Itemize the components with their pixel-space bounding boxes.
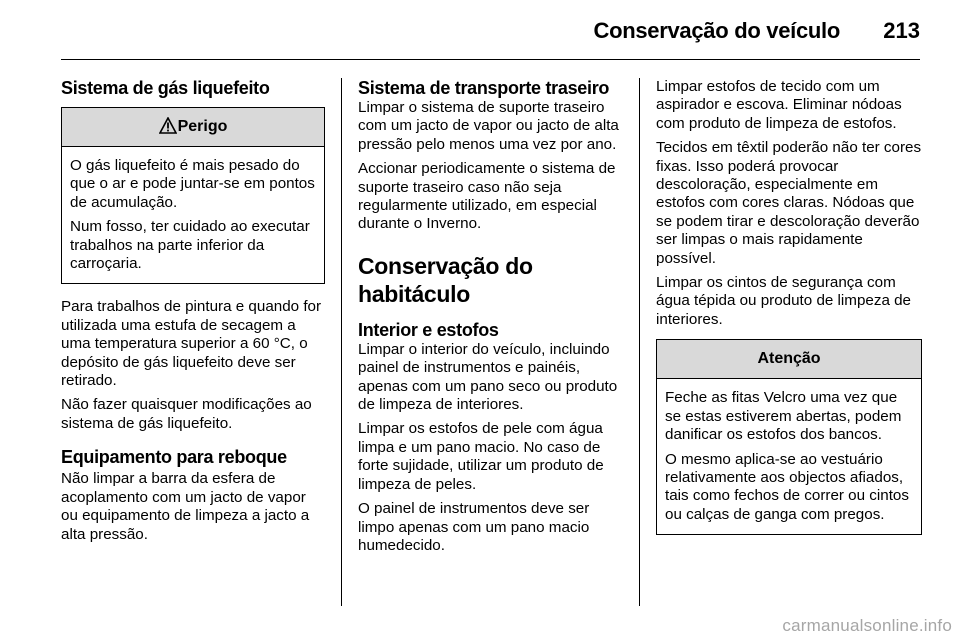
column-1 bbox=[61, 78, 325, 550]
paragraph-interior-3: O painel de instrumentos deve ser limpo apenas com um pano macio humedecido. bbox=[358, 500, 590, 554]
heading-towing-equipment: Equipamento para reboque bbox=[61, 447, 287, 468]
danger-text-2: Num fosso, ter cuidado ao executar trabalhos na parte inferior da carroçaria. bbox=[70, 218, 310, 273]
heading-lpg-system: Sistema de gás liquefeito bbox=[61, 78, 270, 98]
heading-rear-carrier: Sistema de transporte traseiro bbox=[358, 78, 610, 98]
header-rule bbox=[61, 59, 920, 60]
attention-callout-body bbox=[657, 379, 921, 534]
paragraph-seat-belts: Limpar os cintos de segurança com água tépida ou produto de limpeza de interiores. bbox=[656, 274, 912, 328]
paragraph-carrier-operate: Accionar periodicamente o sistema de suporte traseiro caso não seja regularmente utilizado, em especial durante o Inverno. bbox=[358, 160, 616, 233]
column-divider-2 bbox=[639, 78, 640, 606]
attention-text-1: Feche as fitas Velcro uma vez que se estas estiverem abertas, podem danificar os estofos dos bancos. bbox=[665, 389, 902, 444]
attention-text-2: O mesmo aplica-se ao vestuário relativamente aos objectos afiados, tais como fechos de correr ou cintos ou calças de ganga com pregos. bbox=[665, 450, 909, 523]
heading-interior-upholstery: Interior e estofos bbox=[358, 319, 499, 340]
warning-triangle-icon bbox=[159, 111, 177, 149]
paragraph-interior-1: Limpar o interior do veículo, incluindo painel de instrumentos e painéis, apenas com um pano seco ou produto de limpeza de interiores. bbox=[358, 340, 618, 414]
column-divider-1 bbox=[341, 78, 342, 606]
column-2 bbox=[358, 78, 626, 561]
paragraph-fabric: Limpar estofos de tecido com um aspirador e escova. Eliminar nódoas com produto de limpeza de estofos. bbox=[656, 78, 902, 132]
attention-callout bbox=[656, 339, 922, 535]
danger-callout-body bbox=[62, 147, 324, 283]
section-title-interior-care: Conservação do habitáculo bbox=[358, 252, 533, 307]
watermark: carmanualsonline.info bbox=[782, 616, 952, 635]
attention-callout-title: Atenção bbox=[757, 350, 821, 368]
column-3 bbox=[656, 78, 922, 549]
page-number: 213 bbox=[883, 18, 920, 43]
paragraph-painting: Para trabalhos de pintura e quando for utilizada uma estufa de secagem a uma temperatura superior a 60 °C, o depósito de gás liquefeito deve ser retirado. bbox=[61, 298, 322, 390]
paragraph-no-modifications: Não fazer quaisquer modificações ao sistema de gás liquefeito. bbox=[61, 396, 312, 432]
paragraph-interior-2: Limpar os estofos de pele com água limpa e um pano macio. No caso de forte sujidade, utilizar um produto de limpeza de peles. bbox=[358, 420, 604, 493]
danger-text-1: O gás liquefeito é mais pesado do que o ar e pode juntar-se em pontos de acumulação. bbox=[70, 157, 315, 211]
paragraph-textile: Tecidos em têxtil poderão não ter cores fixas. Isso poderá provocar descoloração, especialmente em estofos com cores claras. Nódoas que se podem tirar e descoloração deverão ser limpas o mais rapidamente possível. bbox=[656, 139, 922, 267]
paragraph-carrier-clean: Limpar o sistema de suporte traseiro com um jacto de vapor ou jacto de alta pressão pelo menos uma vez por ano. bbox=[358, 99, 619, 153]
attention-callout-header bbox=[657, 340, 921, 379]
danger-callout bbox=[61, 107, 325, 284]
danger-callout-header bbox=[62, 108, 324, 147]
paragraph-towing: Não limpar a barra da esfera de acoplamento com um jacto de vapor ou equipamento de limpeza a jacto a alta pressão. bbox=[61, 470, 310, 543]
page-header-title: Conservação do veículo bbox=[593, 18, 840, 43]
danger-callout-title: Perigo bbox=[177, 118, 228, 135]
